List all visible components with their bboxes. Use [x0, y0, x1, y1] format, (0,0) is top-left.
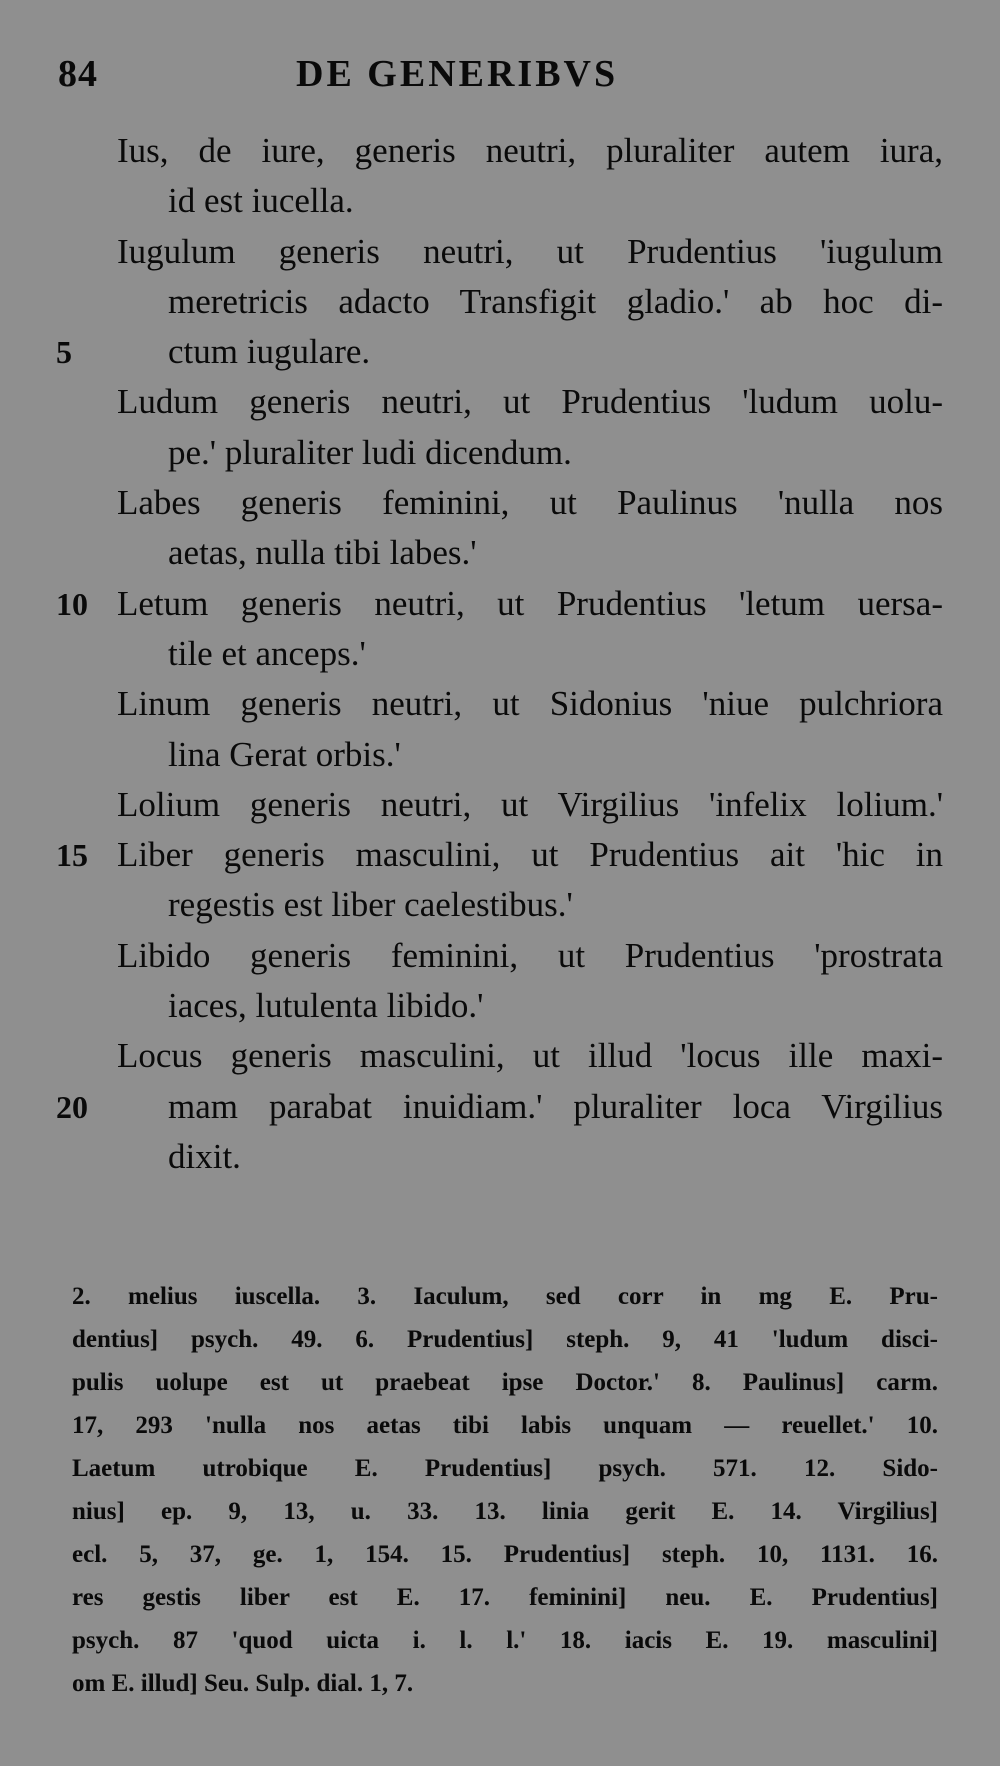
text-line: [0, 981, 1000, 1031]
text-line: [0, 327, 1000, 377]
text-line: [0, 176, 1000, 226]
text-line: [0, 780, 1000, 830]
line-text: iaces, lutulenta libido.': [168, 986, 484, 1026]
page-number: 84: [58, 53, 98, 95]
line-text: Lolium generis neutri, ut Virgilius 'infelix lolium.': [117, 784, 943, 824]
footnote-line: 2. melius iuscella. 3. Iaculum, sed corr in mg E. Pru-: [72, 1283, 938, 1310]
running-title: DE GENERIBVS: [296, 53, 619, 95]
line-text: dixit.: [168, 1136, 241, 1176]
footnote-line: om E. illud] Seu. Sulp. dial. 1, 7.: [72, 1670, 414, 1697]
text-line: [0, 1132, 1000, 1182]
line-text: Iugulum generis neutri, ut Prudentius 'iugulum: [117, 231, 943, 271]
text-line: [0, 528, 1000, 578]
footnotes: [72, 1275, 938, 1705]
line-text: Letum generis neutri, ut Prudentius 'letum uersa-: [117, 583, 943, 623]
footnote-line: Laetum utrobique E. Prudentius] psych. 571. 12. Sido-: [72, 1455, 938, 1482]
footnote-line: pulis uolupe est ut praebeat ipse Doctor.' 8. Paulinus] carm.: [72, 1369, 938, 1396]
line-number: 5: [56, 334, 72, 371]
footnote-line: 17, 293 'nulla nos aetas tibi labis unquam — reuellet.' 10.: [72, 1412, 938, 1439]
text-line: [0, 428, 1000, 478]
line-number: 20: [56, 1088, 88, 1125]
line-text: Ius, de iure, generis neutri, pluraliter autem iura,: [117, 131, 943, 170]
text-line: [0, 730, 1000, 780]
line-text: regestis est liber caelestibus.': [168, 885, 573, 925]
page-header: [0, 52, 1000, 102]
line-number: 15: [56, 837, 88, 874]
text-line: [0, 880, 1000, 930]
text-line: [0, 227, 1000, 277]
footnote-line: psych. 87 'quod uicta i. l. l.' 18. iacis E. 19. masculini]: [72, 1627, 938, 1654]
line-number: 10: [56, 585, 88, 622]
line-text: pe.' pluraliter ludi dicendum.: [168, 432, 572, 472]
text-line: [0, 679, 1000, 729]
line-text: Locus generis masculini, ut illud 'locus ille maxi-: [117, 1036, 943, 1076]
text-line: [0, 1082, 1000, 1132]
line-text: meretricis adacto Transfigit gladio.' ab hoc di-: [168, 281, 943, 321]
text-line: [0, 377, 1000, 427]
text-line: [0, 931, 1000, 981]
text-line: [0, 126, 1000, 176]
line-text: Ludum generis neutri, ut Prudentius 'ludum uolu-: [117, 382, 943, 422]
text-line: [0, 1031, 1000, 1081]
footnote-line: res gestis liber est E. 17. feminini] neu. E. Prudentius]: [72, 1584, 938, 1611]
footnote-line: ecl. 5, 37, ge. 1, 154. 15. Prudentius] steph. 10, 1131. 16.: [72, 1541, 938, 1568]
line-text: id est iucella.: [168, 181, 354, 221]
line-text: ctum iugulare.: [168, 332, 371, 372]
line-text: tile et anceps.': [168, 633, 366, 673]
footnote-line: dentius] psych. 49. 6. Prudentius] steph. 9, 41 'ludum disci-: [72, 1326, 938, 1353]
line-text: mam parabat inuidiam.' pluraliter loca Virgilius: [168, 1086, 943, 1126]
line-text: Linum generis neutri, ut Sidonius 'niue pulchriora: [117, 684, 943, 724]
text-line: [0, 277, 1000, 327]
line-text: lina Gerat orbis.': [168, 734, 401, 774]
line-text: Labes generis feminini, ut Paulinus 'nulla nos: [117, 483, 943, 523]
text-line: [0, 579, 1000, 629]
line-text: Liber generis masculini, ut Prudentius ait 'hic in: [117, 835, 943, 875]
line-text: Libido generis feminini, ut Prudentius 'prostrata: [117, 935, 943, 975]
text-line: [0, 830, 1000, 880]
text-line: [0, 478, 1000, 528]
line-text: aetas, nulla tibi labes.': [168, 533, 477, 573]
main-text: [0, 126, 1000, 1182]
text-line: [0, 629, 1000, 679]
footnote-line: nius] ep. 9, 13, u. 33. 13. linia gerit E. 14. Virgilius]: [72, 1498, 938, 1525]
